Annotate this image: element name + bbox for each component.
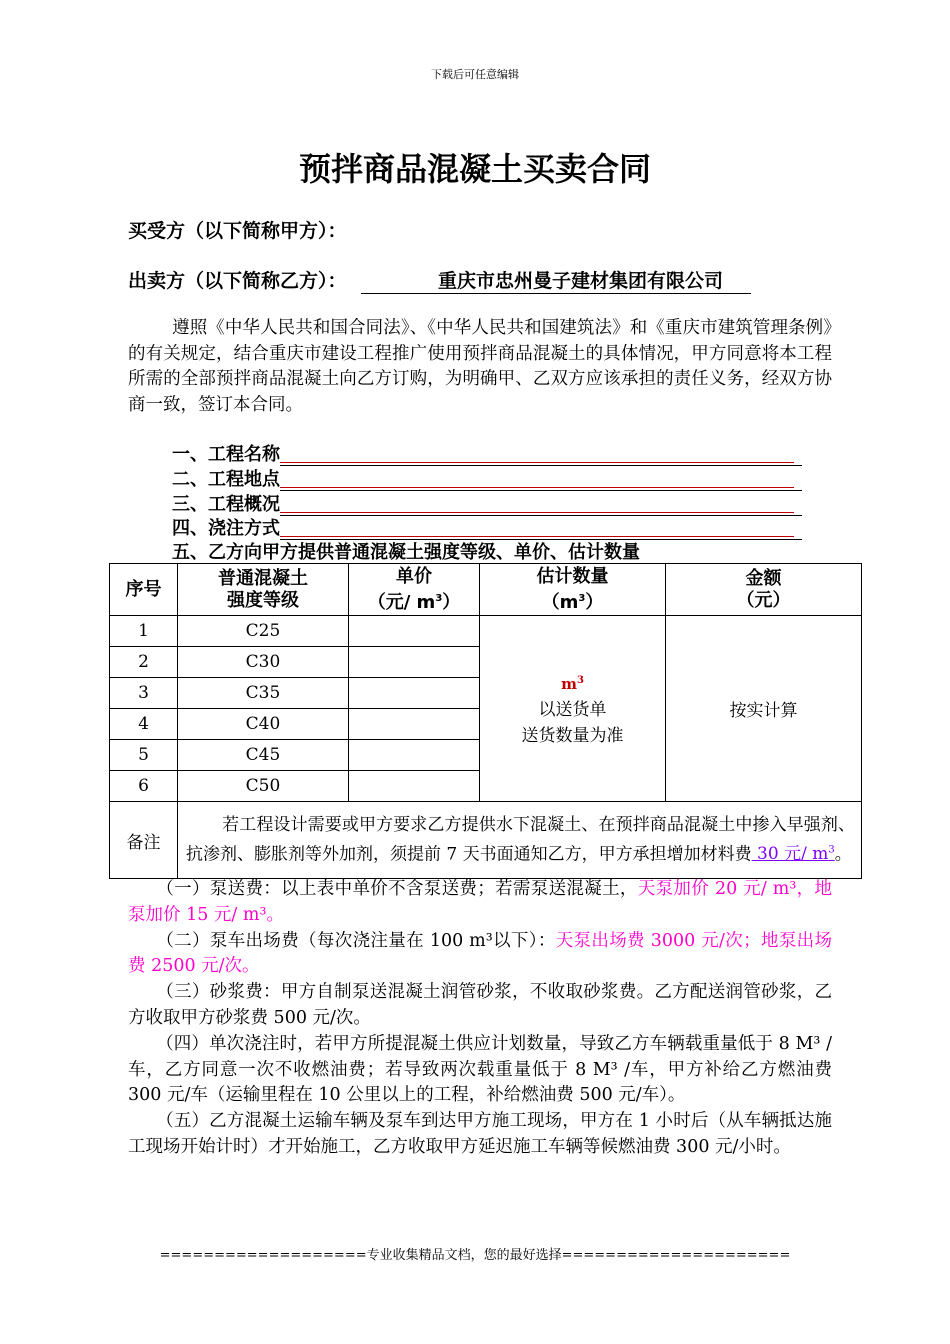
intro-text: 遵照《中华人民共和国合同法》、《中华人民共和国建筑法》和《重庆市建筑管理条例》的有关规定，结合重庆市建设工程推广使用预拌商品混凝土的具体情况，甲方同意将本工程所需的全部预拌商品混凝土向乙方订购，为明确甲、乙双方应该承担的责任义务，经双方协商一致，签订本合同。 xyxy=(128,318,832,415)
seller-label: 出卖方（以下简称乙方）： xyxy=(128,270,347,292)
header-qty-close: ） xyxy=(585,591,604,613)
seller-name: 重庆市忠州曼子建材集团有限公司 xyxy=(361,266,751,294)
project-location-row xyxy=(172,465,802,491)
header-grade-line1: 普通混凝土 xyxy=(218,567,308,589)
row-no: 2 xyxy=(110,647,178,678)
header-price-unit: （元/ m xyxy=(367,591,436,613)
clause-4: （四）单次浇注时，若甲方所提混凝土供应计划数量，导致乙方车辆载重量低于 8 M³ /车，乙方同意一次不收燃油费；若导致两次载重量低于 8 M³ /车，甲方补给乙方燃油费 300 元/车（运输里程在 10 公里以上的工程，补给燃油费 500 元/车）。 xyxy=(128,1033,832,1106)
pouring-method-blank[interactable] xyxy=(280,519,802,540)
project-name-row xyxy=(172,440,802,466)
project-overview-label: 三、工程概况 xyxy=(172,494,280,515)
price-table xyxy=(109,563,862,879)
qty-note-line1: 以送货单 xyxy=(538,700,607,720)
row-no: 3 xyxy=(110,678,178,709)
pouring-method-label: 四、浇注方式 xyxy=(172,518,280,539)
row-no: 4 xyxy=(110,709,178,740)
project-overview-row xyxy=(172,490,802,516)
qty-note-line2: 送货数量为准 xyxy=(521,726,624,746)
header-price-line2 xyxy=(349,588,479,614)
buyer-label: 买受方（以下简称甲方）： xyxy=(128,220,347,242)
clause-1: （一）泵送费：以上表中单价不含泵送费；若需泵送混凝土，天泵加价 20 元/ m³，地泵加价 15 元/ m³。 xyxy=(128,879,832,925)
row-grade: C50 xyxy=(178,771,349,802)
qty-merged-cell xyxy=(480,616,666,802)
row-grade: C40 xyxy=(178,709,349,740)
row-grade: C25 xyxy=(178,616,349,647)
header-price-sup: 3 xyxy=(435,592,443,604)
project-overview-blank[interactable] xyxy=(280,495,802,516)
header-qty-unit: （m xyxy=(541,591,579,613)
row-price-cell[interactable] xyxy=(349,709,480,740)
remark-text: 若工程设计需要或甲方要求乙方提供水下混凝土、在预拌商品混凝土中掺入早强剂、抗渗剂、膨胀剂等外加剂，须提前 7 天书面通知乙方，甲方承担增加材料费 xyxy=(186,814,855,865)
header-price xyxy=(349,564,480,616)
project-location-blank[interactable] xyxy=(280,470,802,491)
row-price-cell[interactable] xyxy=(349,616,480,647)
row-price-cell[interactable] xyxy=(349,771,480,802)
qty-unit: $m^3$ xyxy=(561,675,584,693)
header-no: 序号 xyxy=(110,564,178,616)
footer-note: ===================专业收集精品文档，您的最好选择===================== xyxy=(159,1248,791,1263)
header-amount-line2: （元） xyxy=(736,589,791,611)
row-grade: C45 xyxy=(178,740,349,771)
header-amount xyxy=(666,564,862,616)
table-header-row xyxy=(110,564,862,616)
header-qty-line2 xyxy=(480,588,665,614)
table-row xyxy=(110,616,862,647)
remark-text-cell xyxy=(178,802,862,879)
header-qty-line1: 估计数量 xyxy=(536,565,609,587)
amount-merged-cell: 按实计算 xyxy=(666,616,862,802)
remark-end: 。 xyxy=(834,844,852,865)
pouring-method-row xyxy=(172,514,802,540)
row-no: 6 xyxy=(110,771,178,802)
row-price-cell[interactable] xyxy=(349,678,480,709)
header-qty xyxy=(480,564,666,616)
clauses xyxy=(128,877,832,1161)
remark-fee: 30 元/ $m^3$ xyxy=(751,844,835,865)
seller-line xyxy=(128,266,751,294)
clause-2-highlight: 天泵出场费 3000 元/次；地泵出场费 2500 元/次。 xyxy=(128,930,832,977)
row-grade: C30 xyxy=(178,647,349,678)
row-price-cell[interactable] xyxy=(349,740,480,771)
row-grade: C35 xyxy=(178,678,349,709)
header-grade xyxy=(178,564,349,616)
row-no: 5 xyxy=(110,740,178,771)
project-name-blank[interactable] xyxy=(280,445,802,466)
header-note: 下载后可任意编辑 xyxy=(431,68,519,81)
section5-heading: 五、乙方向甲方提供普通混凝土强度等级、单价、估计数量 xyxy=(172,542,640,563)
project-location-label: 二、工程地点 xyxy=(172,469,280,490)
project-name-label: 一、工程名称 xyxy=(172,444,280,465)
intro-paragraph xyxy=(128,316,832,418)
contract-title: 预拌商品混凝土买卖合同 xyxy=(298,150,651,188)
header-qty-sup: 3 xyxy=(578,592,586,604)
clause-1-highlight: 天泵加价 20 元/ m³，地泵加价 15 元/ m³。 xyxy=(128,879,832,925)
row-price-cell[interactable] xyxy=(349,647,480,678)
row-no: 1 xyxy=(110,616,178,647)
header-amount-line1: 金额 xyxy=(745,567,782,589)
clause-3: （三）砂浆费：甲方自制泵送混凝土润管砂浆，不收取砂浆费。乙方配送润管砂浆，乙方收取甲方砂浆费 500 元/次。 xyxy=(128,982,832,1028)
remark-row xyxy=(110,802,862,879)
clause-5: （五）乙方混凝土运输车辆及泵车到达甲方施工现场，甲方在 1 小时后（从车辆抵达施工现场开始计时）才开始施工，乙方收取甲方延迟施工车辆等候燃油费 300 元/小时。 xyxy=(128,1111,832,1157)
remark-label: 备注 xyxy=(110,802,178,879)
header-price-line1: 单价 xyxy=(396,565,432,587)
header-price-close: ） xyxy=(442,591,461,613)
clause-2: （二）泵车出场费（每次浇注量在 100 m³以下）：天泵出场费 3000 元/次；地泵出场费 2500 元/次。 xyxy=(128,930,832,977)
header-grade-line2: 强度等级 xyxy=(227,589,299,611)
